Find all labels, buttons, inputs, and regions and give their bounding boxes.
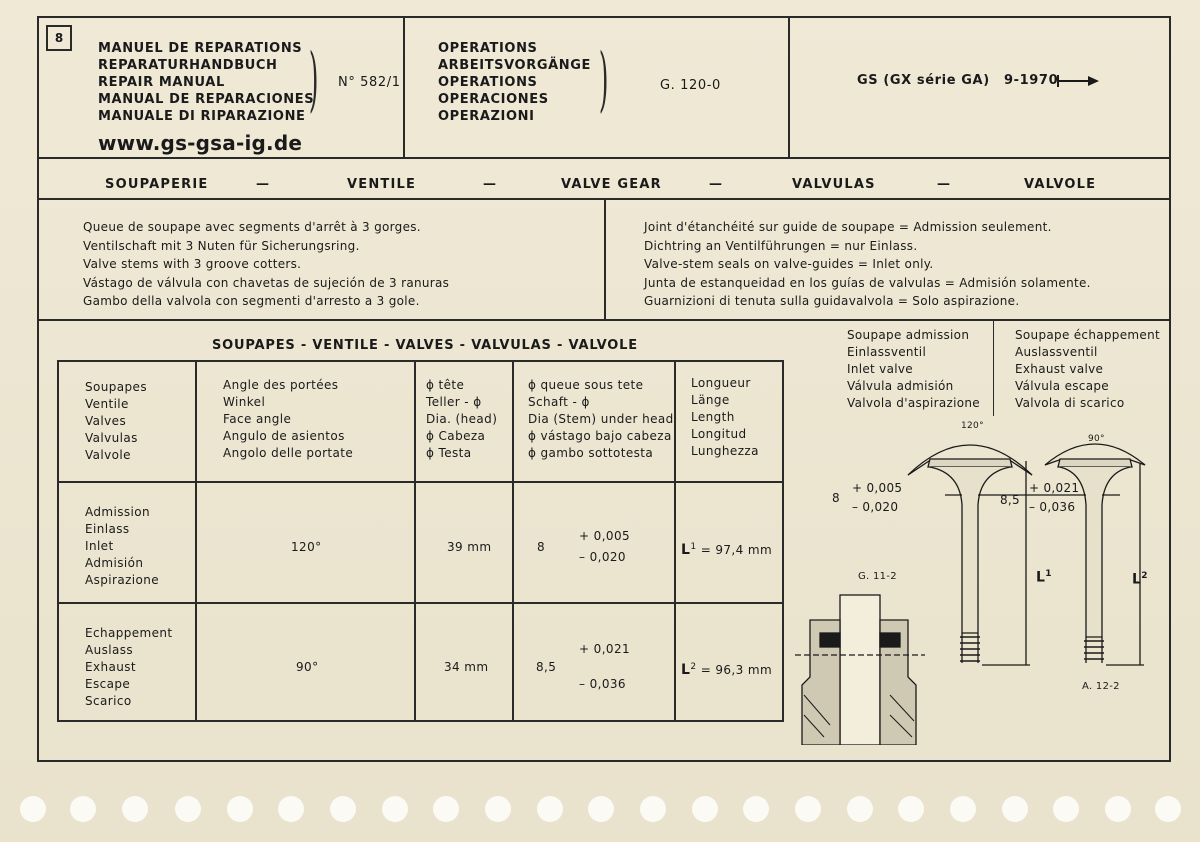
note-line: Queue de soupape avec segments d'arrêt à 3 gorges. (83, 220, 421, 234)
length-l2-label: $L^2$ (1132, 571, 1148, 588)
row-exhaust-length: $L^2 = 96,3$ mm (681, 662, 773, 678)
exhaust-tol-minus: – 0,036 (1029, 500, 1076, 514)
binder-hole (898, 796, 924, 822)
arrow-right-icon (1056, 74, 1100, 88)
binder-hole (122, 796, 148, 822)
operations-title: OPERACIONES (438, 92, 549, 107)
binder-hole (278, 796, 304, 822)
band-item-soupaperie: SOUPAPERIE (105, 177, 209, 192)
figure-label-right: A. 12-2 (1082, 681, 1120, 692)
binder-hole (227, 796, 253, 822)
binder-hole (485, 796, 511, 822)
binder-hole (743, 796, 769, 822)
operations-title: OPERAZIONI (438, 109, 535, 124)
row-exhaust-tol-minus: – 0,036 (579, 677, 626, 691)
binder-hole (382, 796, 408, 822)
band-separator: — (256, 177, 271, 192)
header-head-diameter: ϕ tête Teller - ϕ Dia. (head) ϕ Cabeza ϕ Testa (426, 378, 498, 460)
manual-title: REPAIR MANUAL (98, 75, 225, 90)
row-inlet-angle: 120° (291, 540, 322, 554)
band-item-valvole: VALVOLE (1024, 177, 1097, 192)
row-exhaust-head: 34 mm (444, 660, 489, 674)
model-label: GS (GX série GA) (857, 73, 990, 88)
operations-title: OPERATIONS (438, 41, 538, 56)
valve-spec-table (57, 360, 784, 722)
page-number: 8 (46, 25, 72, 51)
table-title: SOUPAPES - VENTILE - VALVES - VALVULAS - VALVOLE (212, 338, 638, 353)
exhaust-angle-label: 90° (1088, 434, 1105, 444)
binder-hole (847, 796, 873, 822)
website-url[interactable]: www.gs-gsa-ig.de (98, 131, 303, 155)
row-inlet-tol-minus: – 0,020 (579, 550, 626, 564)
row-inlet-head: 39 mm (447, 540, 492, 554)
binder-hole (20, 796, 46, 822)
band-separator: — (483, 177, 498, 192)
exhaust-valve-labels: Soupape échappement Auslassventil Exhaust valve Válvula escape Valvola di scarico (1015, 328, 1160, 410)
notes-left (83, 218, 449, 311)
operations-title: OPERATIONS (438, 75, 538, 90)
row-exhaust-stem: 8,5 (536, 660, 557, 674)
manual-number: N° 582/1 (338, 75, 401, 90)
binder-hole (1002, 796, 1028, 822)
band-item-ventile: VENTILE (347, 177, 417, 192)
header-col-divider-1 (403, 16, 405, 159)
header-angle: Angle des portées Winkel Face angle Angulo de asientos Angolo delle portate (223, 378, 354, 460)
binder-hole (330, 796, 356, 822)
inlet-tol-minus: – 0,020 (852, 500, 899, 514)
header-stem-diameter: ϕ queue sous tete Schaft - ϕ Dia (Stem) under head ϕ vástago bajo cabeza ϕ gambo sottotesta (528, 378, 674, 460)
binder-hole (640, 796, 666, 822)
binder-hole (1053, 796, 1079, 822)
valve-diagram (790, 415, 1170, 745)
figure-label-left: G. 11-2 (858, 571, 897, 582)
exhaust-stem-diameter: 8,5 (1000, 493, 1020, 507)
exhaust-tol-plus: + 0,021 (1029, 481, 1080, 495)
brace-icon: ) (308, 38, 319, 120)
date-label: 9-1970 (1004, 73, 1059, 88)
manual-title: MANUAL DE REPARACIONES (98, 92, 315, 107)
diagram-label-divider (993, 320, 994, 416)
binder-hole (692, 796, 718, 822)
row-inlet-names: Admission Einlass Inlet Admisión Aspirazione (85, 505, 160, 587)
inlet-angle-label: 120° (961, 421, 984, 431)
brace-icon: ) (598, 38, 609, 120)
binder-hole (175, 796, 201, 822)
band-item-valve-gear: VALVE GEAR (561, 177, 662, 192)
binder-hole (70, 796, 96, 822)
note-line: Joint d'étanchéité sur guide de soupape = Admission seulement. (644, 220, 1052, 234)
band-item-valvulas: VALVULAS (792, 177, 876, 192)
binder-hole (588, 796, 614, 822)
binder-hole (1155, 796, 1181, 822)
note-line: Ventilschaft mit 3 Nuten für Sicherungsring. (83, 238, 360, 253)
note-line: Valve-stem seals on valve-guides = Inlet only. (644, 257, 934, 271)
manual-title: REPARATURHANDBUCH (98, 58, 278, 73)
note-line: Guarnizioni di tenuta sulla guidavalvola = Solo aspirazione. (644, 294, 1020, 308)
notes-right (644, 218, 1091, 311)
note-line: Vástago de válvula con chavetas de sujeción de 3 ranuras (83, 275, 450, 290)
row-exhaust-tol-plus: + 0,021 (579, 642, 631, 656)
operations-title: ARBEITSVORGÄNGE (438, 58, 591, 73)
operation-code: G. 120-0 (660, 78, 721, 93)
header-valves: Soupapes Ventile Valves Valvulas Valvole (85, 380, 147, 462)
note-line: Valve stems with 3 groove cotters. (83, 257, 302, 271)
row-exhaust-names: Echappement Auslass Exhaust Escape Scarico (85, 626, 173, 708)
band-separator: — (937, 177, 952, 192)
row-exhaust-angle: 90° (296, 660, 319, 674)
binder-hole (795, 796, 821, 822)
inlet-valve-labels: Soupape admission Einlassventil Inlet valve Válvula admisión Valvola d'aspirazione (847, 328, 980, 410)
header-col-divider-2 (788, 16, 790, 159)
row-inlet-length: $L^1 = 97,4$ mm (681, 542, 773, 558)
band-separator: — (709, 177, 724, 192)
header-length: Longueur Länge Length Longitud Lunghezza (691, 376, 759, 458)
binder-hole (1105, 796, 1131, 822)
manual-titles (98, 40, 314, 125)
notes-col-divider (604, 198, 606, 321)
binder-hole (433, 796, 459, 822)
header-divider (37, 157, 1171, 159)
length-l1-label: $L^1$ (1036, 569, 1052, 586)
operations-titles (438, 40, 591, 125)
row-inlet-tol-plus: + 0,005 (579, 529, 631, 543)
manual-title: MANUALE DI RIPARAZIONE (98, 109, 306, 124)
binder-hole (950, 796, 976, 822)
inlet-stem-diameter: 8 (832, 491, 840, 505)
note-line: Gambo della valvola con segmenti d'arresto a 3 gole. (83, 294, 420, 308)
binder-hole (537, 796, 563, 822)
note-line: Dichtring an Ventilführungen = nur Einlass. (644, 238, 918, 253)
note-line: Junta de estanqueidad en los guías de valvulas = Admisión solamente. (644, 275, 1091, 290)
manual-title: MANUEL DE REPARATIONS (98, 41, 303, 56)
inlet-tol-plus: + 0,005 (852, 481, 903, 495)
row-inlet-stem: 8 (537, 540, 546, 554)
